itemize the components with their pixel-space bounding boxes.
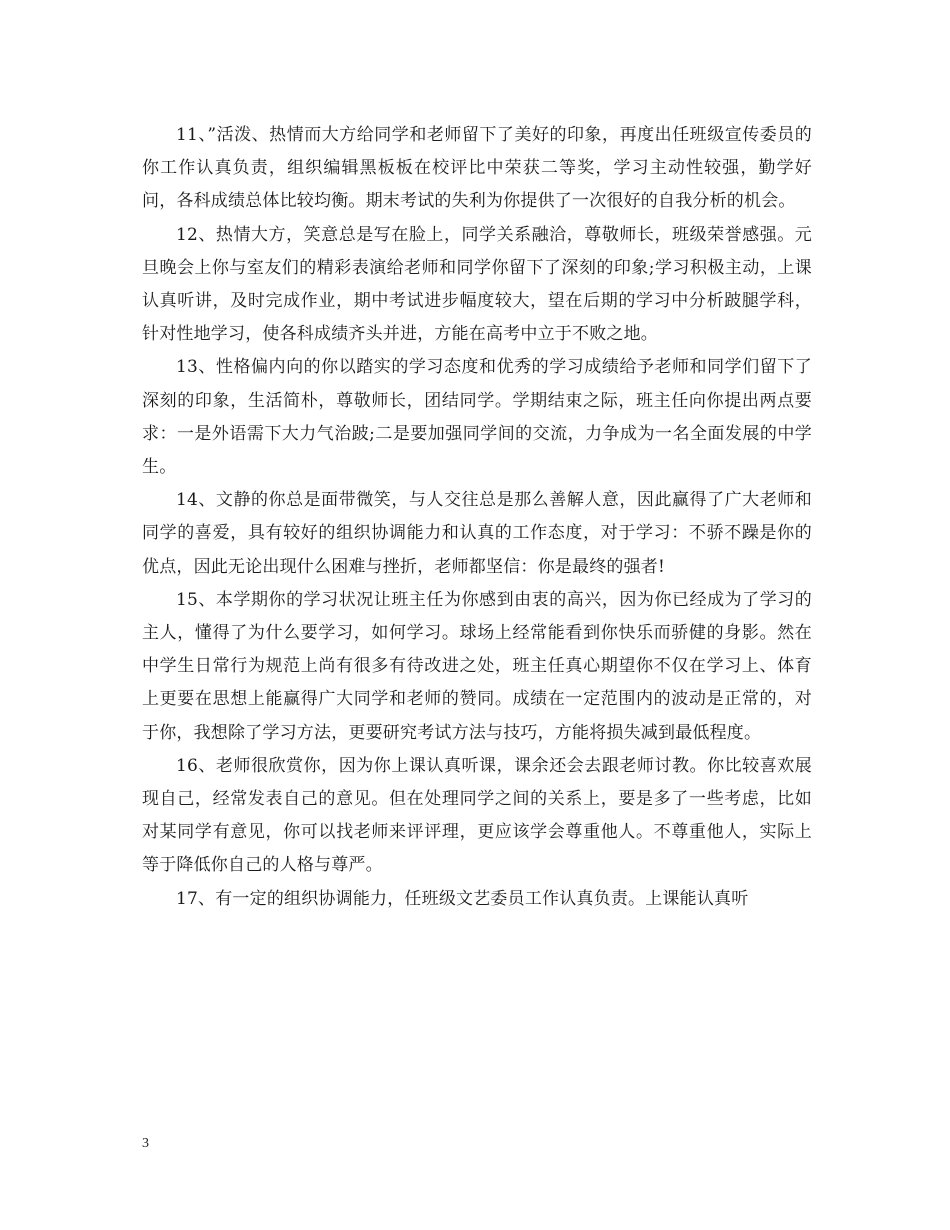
comment-paragraph-17: 17、有一定的组织协调能力，任班级文艺委员工作认真负责。上课能认真听 [176,888,749,909]
comment-paragraph-14: 14、文静的你总是面带微笑，与人交往总是那么善解人意，因此赢得了广大老师和同学的喜爱，具有较好的组织协调能力和认真的工作态度，对于学习：不骄不躁是你的优点，因此无论出现什么困难与挫折，老师都坚信：你是最终的强者! [142,490,812,577]
comment-paragraph-12: 12、热情大方，笑意总是写在脸上，同学关系融洽，尊敬师长，班级荣誉感强。元旦晚会上你与室友们的精彩表演给老师和同学你留下了深刻的印象;学习积极主动，上课认真听讲，及时完成作业，期中考试进步幅度较大，望在后期的学习中分析跛腿学科，针对性地学习，使各科成绩齐头并进，方能在高考中立于不败之地。 [142,224,812,345]
document-body [142,119,812,916]
page-number: 3 [142,1136,149,1151]
comment-paragraph-13: 13、性格偏内向的你以踏实的学习态度和优秀的学习成绩给予老师和同学们留下了深刻的印象，生活简朴，尊敬师长，团结同学。学期结束之际，班主任向你提出两点要求：一是外语需下大力气治跛;二是要加强同学间的交流，力争成为一名全面发展的中学生。 [142,357,812,478]
comment-paragraph-11: 11、”活泼、热情而大方给同学和老师留下了美好的印象，再度出任班级宣传委员的你工作认真负责，组织编辑黑板板在校评比中荣获二等奖，学习主动性较强，勤学好问，各科成绩总体比较均衡。期末考试的失利为你提供了一次很好的自我分析的机会。 [142,125,812,212]
comment-paragraph-15: 15、本学期你的学习状况让班主任为你感到由衷的高兴，因为你已经成为了学习的主人，懂得了为什么要学习，如何学习。球场上经常能看到你快乐而骄健的身影。然在中学生日常行为规范上尚有很多有待改进之处，班主任真心期望你不仅在学习上、体育上更要在思想上能赢得广大同学和老师的赞同。成绩在一定范围内的波动是正常的，对于你，我想除了学习方法，更要研究考试方法与技巧，方能将损失减到最低程度。 [142,589,812,743]
comment-paragraph-16: 16、老师很欣赏你，因为你上课认真听课，课余还会去跟老师讨教。你比较喜欢展现自己，经常发表自己的意见。但在处理同学之间的关系上，要是多了一些考虑，比如对某同学有意见，你可以找老师来评评理，更应该学会尊重他人。不尊重他人，实际上等于降低你自己的人格与尊严。 [142,755,812,876]
